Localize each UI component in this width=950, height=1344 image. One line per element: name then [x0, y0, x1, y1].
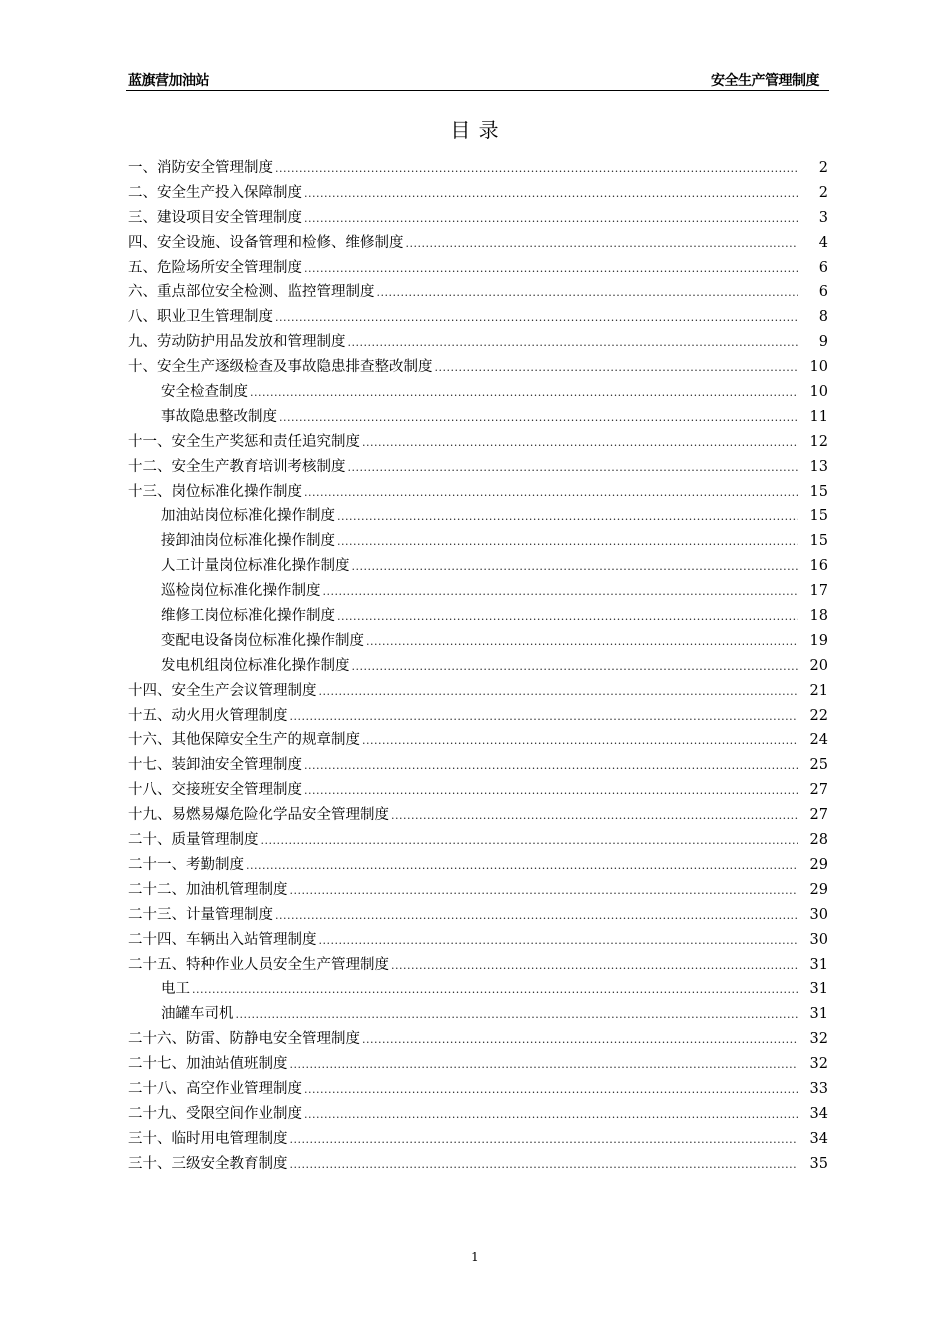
toc-entry-label: 二十五、特种作业人员安全生产管理制度	[128, 956, 389, 973]
toc-entry-label: 二十四、车辆出入站管理制度	[128, 931, 317, 948]
toc-entry[interactable]	[128, 903, 828, 928]
toc-dot-leader	[236, 1003, 799, 1028]
toc-entry-page: 13	[809, 458, 828, 475]
toc-entry[interactable]	[128, 977, 828, 1002]
toc-entry-label: 二、安全生产投入保障制度	[128, 184, 302, 201]
toc-entry-label: 十一、安全生产奖惩和责任追究制度	[128, 433, 360, 450]
toc-entry-label: 二十三、计量管理制度	[128, 906, 273, 923]
toc-entry[interactable]	[128, 355, 828, 380]
toc-dot-leader	[406, 232, 799, 257]
toc-entry-page: 33	[809, 1080, 828, 1097]
toc-dot-leader	[362, 1028, 798, 1053]
toc-entry-label: 十八、交接班安全管理制度	[128, 782, 302, 799]
toc-entry-page: 3	[818, 209, 828, 226]
toc-entry[interactable]	[128, 280, 828, 305]
toc-entry[interactable]	[128, 1052, 828, 1077]
toc-dot-leader	[290, 1153, 799, 1178]
toc-entry-page: 28	[809, 832, 828, 849]
toc-dot-leader	[391, 804, 798, 829]
toc-entry-label: 九、劳动防护用品发放和管理制度	[128, 334, 346, 351]
toc-entry-page: 34	[809, 1130, 828, 1147]
toc-dot-leader	[192, 978, 798, 1003]
toc-dot-leader	[275, 904, 798, 929]
toc-entry[interactable]	[128, 1127, 828, 1152]
toc-entry[interactable]	[128, 305, 828, 330]
toc-entry-page: 31	[809, 956, 828, 973]
toc-entry-page: 31	[809, 981, 828, 998]
toc-dot-leader	[304, 481, 798, 506]
toc-entry-page: 32	[809, 1056, 828, 1073]
toc-dot-leader	[261, 829, 799, 854]
toc-entry-page: 15	[809, 533, 828, 550]
toc-dot-leader	[391, 954, 798, 979]
toc-dot-leader	[304, 257, 798, 282]
toc-entry[interactable]	[128, 256, 828, 281]
toc-dot-leader	[275, 306, 798, 331]
toc-entry-label: 一、消防安全管理制度	[128, 160, 273, 176]
toc-dot-leader	[304, 779, 798, 804]
toc-entry-page: 15	[809, 508, 828, 525]
toc-entry[interactable]	[128, 231, 828, 256]
toc-dot-leader	[362, 729, 798, 754]
header-document-name: 安全生产管理制度	[711, 73, 819, 89]
toc-entry-label: 十四、安全生产会议管理制度	[128, 682, 317, 699]
toc-entry-page: 32	[809, 1031, 828, 1048]
toc-dot-leader	[304, 754, 798, 779]
toc-entry-label: 接卸油岗位标准化操作制度	[161, 533, 335, 550]
toc-entry-page: 27	[809, 807, 828, 824]
toc-dot-leader	[250, 381, 798, 406]
toc-entry[interactable]	[128, 1002, 828, 1027]
toc-entry-page: 30	[809, 931, 828, 948]
toc-entry[interactable]	[128, 405, 828, 430]
toc-dot-leader	[290, 1053, 799, 1078]
toc-entry-page: 19	[809, 632, 828, 649]
toc-entry-label: 三十、临时用电管理制度	[128, 1130, 288, 1147]
toc-dot-leader	[279, 406, 798, 431]
toc-entry[interactable]	[128, 330, 828, 355]
toc-entry[interactable]	[128, 1102, 828, 1127]
toc-entry-page: 31	[809, 1006, 828, 1023]
toc-entry[interactable]	[128, 753, 828, 778]
toc-entry[interactable]	[128, 579, 828, 604]
page-number: 1	[471, 1250, 479, 1264]
toc-entry-label: 巡检岗位标准化操作制度	[161, 583, 321, 600]
toc-entry-page: 6	[818, 284, 828, 301]
toc-entry-page: 10	[809, 359, 828, 376]
toc-dot-leader	[290, 879, 799, 904]
toc-entry[interactable]	[128, 704, 828, 729]
toc-entry-page: 18	[809, 608, 828, 625]
toc-entry-label: 五、危险场所安全管理制度	[128, 259, 302, 276]
toc-entry[interactable]	[128, 654, 828, 679]
toc-entry-page: 4	[818, 234, 828, 251]
toc-entry[interactable]	[128, 1152, 828, 1177]
toc-entry-label: 八、职业卫生管理制度	[128, 309, 273, 326]
toc-dot-leader	[304, 1078, 798, 1103]
toc-entry-label: 二十七、加油站值班制度	[128, 1056, 288, 1073]
toc-dot-leader	[435, 356, 799, 381]
toc-entry-page: 8	[818, 309, 828, 326]
toc-entry-label: 二十、质量管理制度	[128, 832, 259, 849]
toc-entry-label: 二十九、受限空间作业制度	[128, 1105, 302, 1122]
toc-entry-label: 十三、岗位标准化操作制度	[128, 483, 302, 500]
toc-entry-page: 17	[809, 583, 828, 600]
toc-entry-page: 21	[809, 682, 828, 699]
toc-entry[interactable]	[128, 554, 828, 579]
toc-entry-label: 十五、动火用火管理制度	[128, 707, 288, 724]
toc-dot-leader	[304, 1103, 798, 1128]
toc-entry-label: 四、安全设施、设备管理和检修、维修制度	[128, 234, 404, 251]
toc-dot-leader	[275, 157, 798, 182]
toc-entry-label: 二十六、防雷、防静电安全管理制度	[128, 1031, 360, 1048]
toc-dot-leader	[377, 281, 799, 306]
toc-entry-label: 事故隐患整改制度	[161, 408, 277, 425]
toc-entry[interactable]	[128, 156, 828, 181]
toc-dot-leader	[323, 580, 799, 605]
toc-entry-label: 二十一、考勤制度	[128, 856, 244, 873]
toc-entry-page: 25	[809, 757, 828, 774]
toc-dot-leader	[319, 929, 799, 954]
toc-entry-label: 油罐车司机	[161, 1006, 234, 1023]
toc-dot-leader	[246, 854, 798, 879]
toc-entry-label: 十九、易燃易爆危险化学品安全管理制度	[128, 807, 389, 824]
toc-entry-page: 6	[818, 259, 828, 276]
toc-entry[interactable]	[128, 529, 828, 554]
toc-entry-label: 六、重点部位安全检测、监控管理制度	[128, 284, 375, 301]
toc-entry-page: 12	[809, 433, 828, 450]
toc-entry[interactable]	[128, 953, 828, 978]
toc-entry-page: 34	[809, 1105, 828, 1122]
toc-entry-page: 9	[818, 334, 828, 351]
toc-entry-page: 11	[809, 408, 828, 425]
toc-entry-page: 24	[809, 732, 828, 749]
toc-entry-page: 10	[809, 384, 828, 401]
toc-entry[interactable]	[128, 629, 828, 654]
toc-entry[interactable]	[128, 878, 828, 903]
toc-entry-label: 加油站岗位标准化操作制度	[161, 508, 335, 525]
toc-entry[interactable]	[128, 504, 828, 529]
toc-dot-leader	[362, 431, 798, 456]
toc-dot-leader	[304, 182, 798, 207]
toc-entry[interactable]	[128, 455, 828, 480]
toc-entry-page: 16	[809, 558, 828, 575]
toc-entry-label: 维修工岗位标准化操作制度	[161, 608, 335, 625]
toc-dot-leader	[348, 331, 799, 356]
toc-dot-leader	[352, 655, 799, 680]
toc-entry[interactable]	[128, 803, 828, 828]
toc-entry-label: 二十二、加油机管理制度	[128, 881, 288, 898]
toc-entry-page: 22	[809, 707, 828, 724]
toc-entry-label: 人工计量岗位标准化操作制度	[161, 558, 350, 575]
toc-entry[interactable]	[128, 828, 828, 853]
toc-title: 目 录	[450, 118, 500, 142]
toc-entry-page: 29	[809, 856, 828, 873]
toc-dot-leader	[290, 705, 799, 730]
toc-entry[interactable]	[128, 853, 828, 878]
toc-entry[interactable]	[128, 778, 828, 803]
toc-entry-label: 变配电设备岗位标准化操作制度	[161, 632, 364, 649]
toc-entry[interactable]	[128, 380, 828, 405]
toc-entry[interactable]	[128, 604, 828, 629]
toc-entry-page: 20	[809, 657, 828, 674]
toc-dot-leader	[337, 505, 798, 530]
toc-entry-label: 发电机组岗位标准化操作制度	[161, 657, 350, 674]
toc-entry-page: 2	[818, 160, 828, 176]
toc-entry-label: 电工	[161, 981, 190, 998]
toc-entry-label: 安全检查制度	[161, 384, 248, 401]
page-header	[126, 68, 829, 91]
toc-entry-page: 30	[809, 906, 828, 923]
toc-dot-leader	[290, 1128, 799, 1153]
toc-entry-label: 十六、其他保障安全生产的规章制度	[128, 732, 360, 749]
toc-entry-page: 29	[809, 881, 828, 898]
toc-entry[interactable]	[128, 206, 828, 231]
toc-entry-page: 27	[809, 782, 828, 799]
toc-entry[interactable]	[128, 679, 828, 704]
toc-dot-leader	[337, 605, 798, 630]
toc-entry-label: 三、建设项目安全管理制度	[128, 209, 302, 226]
toc-entry[interactable]	[128, 1077, 828, 1102]
toc-entry-label: 三十、三级安全教育制度	[128, 1155, 288, 1172]
toc-entry-page: 2	[818, 184, 828, 201]
toc-entry-page: 35	[809, 1155, 828, 1172]
toc-dot-leader	[337, 530, 798, 555]
toc-dot-leader	[348, 456, 799, 481]
header-station-name: 蓝旗营加油站	[128, 73, 209, 89]
toc-dot-leader	[352, 555, 799, 580]
toc-entry[interactable]	[128, 430, 828, 455]
toc-entry[interactable]	[128, 928, 828, 953]
toc-entry-label: 十、安全生产逐级检查及事故隐患排查整改制度	[128, 359, 433, 376]
toc-entry[interactable]	[128, 728, 828, 753]
toc-entry-label: 十七、装卸油安全管理制度	[128, 757, 302, 774]
toc-entry[interactable]	[128, 480, 828, 505]
table-of-contents	[128, 156, 828, 1177]
toc-dot-leader	[319, 680, 799, 705]
toc-dot-leader	[366, 630, 798, 655]
toc-dot-leader	[304, 207, 798, 232]
toc-entry-label: 二十八、高空作业管理制度	[128, 1080, 302, 1097]
toc-entry[interactable]	[128, 1027, 828, 1052]
toc-entry[interactable]	[128, 181, 828, 206]
toc-entry-page: 15	[809, 483, 828, 500]
toc-entry-label: 十二、安全生产教育培训考核制度	[128, 458, 346, 475]
